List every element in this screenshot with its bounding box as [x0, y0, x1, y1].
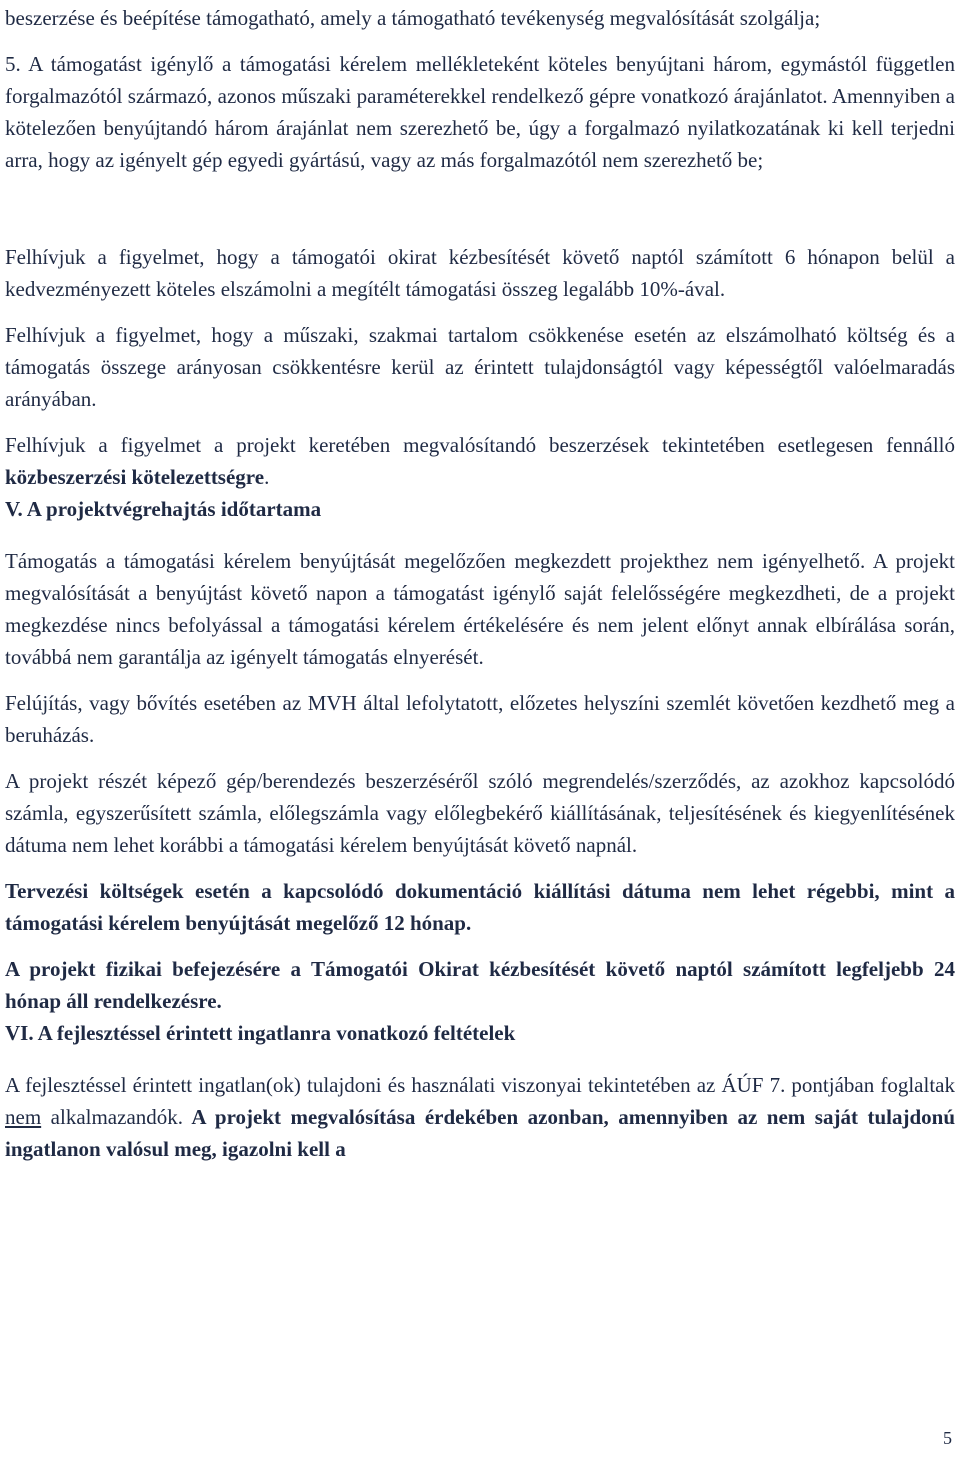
paragraph-2-part-b: Amennyiben a kötelezően benyújtandó három árajánlat nem szerezhető be, úgy a forgalmazó nyilatkozatának ki kell terjedni arra, hogy az igényelt gép egyedi gyártású, vagy az más forgalmazótól nem szerezhető be; [5, 84, 956, 172]
paragraph-11-part-a: A fejlesztéssel érintett ingatlan(ok) tulajdoni és használati viszonyai tekintetében az ÁÚF 7. pontjában foglaltak [5, 1073, 955, 1097]
paragraph-2 [5, 48, 955, 176]
section-heading-v: V. A projektvégrehajtás időtartama [5, 497, 322, 521]
paragraph-5-emphasis: közbeszerzési kötelezettségre [5, 465, 265, 489]
paragraph-6-part-b: A projekt megvalósítását a benyújtást követő napon a támogatást igénylő saját felelősségére megkezdheti, de a projekt megkezdése nincs befolyással a támogatási kérelem értékelésére és nem jelent előnyt annak elbírálása során, továbbá nem garantálja az igényelt támogatás elnyerését. [5, 549, 955, 669]
paragraph-6-part-a: Támogatás a támogatási kérelem benyújtását megelőzően megkezdett projekthez nem igényelhető. [5, 549, 866, 573]
paragraph-9-text: Tervezési költségek esetén a kapcsolódó dokumentáció kiállítási dátuma nem lehet régebbi, mint a támogatási kérelem benyújtását megelőző 12 hónap. [5, 879, 955, 935]
paragraph-3-text: Felhívjuk a figyelmet, hogy a támogatói okirat kézbesítését követő naptól számított 6 hónapon belül a kedvezményezett köteles elszámolni a megítélt támogatási összeg legalább 10%-ával. [5, 245, 955, 301]
paragraph-4 [5, 319, 955, 415]
paragraph-4-text: Felhívjuk a figyelmet, hogy a műszaki, szakmai tartalom csökkenése esetén az elszámolható költség és a támogatás összege arányosan csökkentésre kerül az érintett tulajdonságtól vagy képességtől valóelmaradás arányában. [5, 323, 955, 411]
paragraph-11-underlined: nem [5, 1105, 42, 1129]
paragraph-11-part-c: alkalmazandók. [41, 1105, 184, 1129]
page-number: 5 [943, 1428, 952, 1448]
paragraph-7-text: Felújítás, vagy bővítés esetében az MVH által lefolytatott, előzetes helyszíni szemlét követően kezdhető meg a beruházás. [5, 691, 955, 747]
paragraph-5-part-c: . [264, 465, 270, 489]
section-heading-vi: VI. A fejlesztéssel érintett ingatlanra vonatkozó feltételek [5, 1021, 516, 1045]
paragraph-1 [5, 2, 955, 34]
paragraph-10-text: A projekt fizikai befejezésére a Támogatói Okirat kézbesítését követő naptól számított legfeljebb 24 hónap áll rendelkezésre. [5, 957, 955, 1013]
paragraph-8 [5, 765, 955, 861]
paragraph-5 [5, 429, 955, 493]
paragraph-8-text: A projekt részét képező gép/berendezés beszerzéséről szóló megrendelés/szerződés, az azokhoz kapcsolódó számla, egyszerűsített számla, előlegszámla vagy előlegbekérő kiállításának, teljesítésének és kiegyenlítésének dátuma nem lehet korábbi a támogatási kérelem benyújtását követő napnál. [5, 769, 955, 857]
paragraph-3 [5, 241, 955, 305]
paragraph-11 [5, 1069, 955, 1165]
paragraph-6 [5, 545, 955, 673]
paragraph-11-bold-part: A projekt megvalósítása érdekében azonban, amennyiben az nem saját tulajdonú ingatlanon valósul meg, igazolni kell a [5, 1105, 956, 1161]
paragraph-10 [5, 953, 955, 1017]
paragraph-5-part-a: Felhívjuk a figyelmet a projekt keretében megvalósítandó beszerzések tekintetében esetlegesen fennálló [5, 433, 955, 457]
paragraph-9 [5, 875, 955, 939]
document-page [5, 0, 955, 1165]
paragraph-2-part-a: 5. A támogatást igénylő a támogatási kérelem mellékleteként köteles benyújtani három, egymástól független forgalmazótól származó, azonos műszaki paraméterekkel rendelkező gépre vonatkozó árajánlatot. [5, 52, 955, 108]
paragraph-1-text: beszerzése és beépítése támogatható, amely a támogatható tevékenység megvalósítását szolgálja; [5, 6, 821, 30]
paragraph-7 [5, 687, 955, 751]
